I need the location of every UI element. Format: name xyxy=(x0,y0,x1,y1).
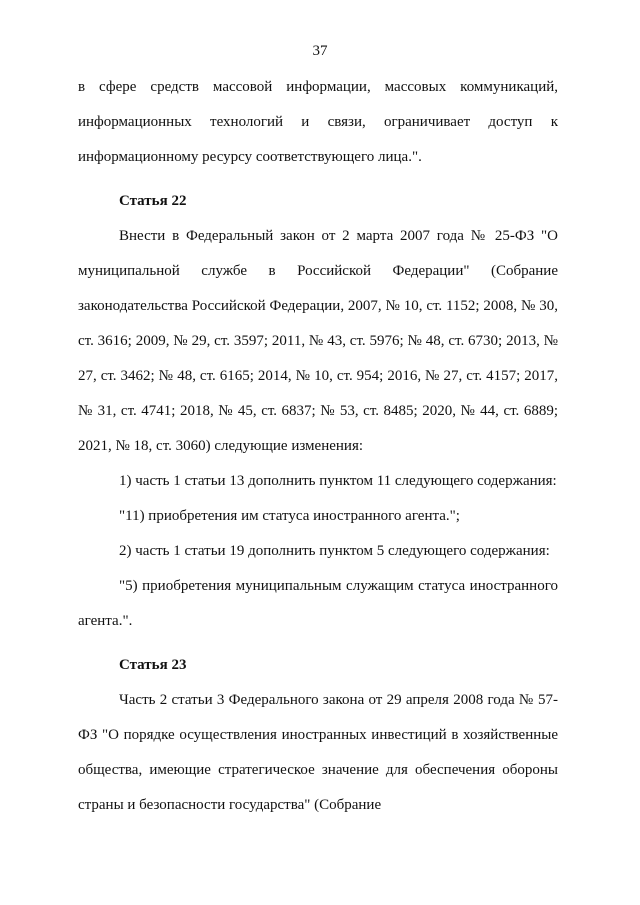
article-22-item-1-text: "11) приобретения им статуса иностранного агента."; xyxy=(119,508,460,524)
article-22-intro: Внести в Федеральный закон от 2 марта 2007 года № 25-ФЗ "О муниципальной службе в Российской Федерации" (Собрание законодательства Российской Федерации, 2007, № 10, ст. 1152; 2008, № 30, ст. 3616; 2009, № 29, ст. 3597; 2011, № 43, ст. 5976; № 48, ст. 6730; 2013, № 27, ст. 3462; № 48, ст. 6165; 2014, № 10, ст. 954; 2016, № 27, ст. 4157; 2017, № 31, ст. 4741; 2018, № 45, ст. 6837; № 53, ст. 8485; 2020, № 44, ст. 6889; 2021, № 18, ст. 3060) следующие изменения: xyxy=(78,228,558,454)
article-23-text: Часть 2 статьи 3 Федерального закона от 29 апреля 2008 года № 57-ФЗ "О порядке осуществления иностранных инвестиций в хозяйственные общества, имеющие стратегическое значение для обеспечения обороны страны и безопасности государства" (Собрание xyxy=(78,692,558,813)
document-body xyxy=(78,70,558,823)
article-22-item-2: 2) часть 1 статьи 19 дополнить пунктом 5 следующего содержания: xyxy=(119,543,550,559)
continuation-paragraph: в сфере средств массовой информации, массовых коммуникаций, информационных технологий и связи, ограничивает доступ к информационному ресурсу соответствующего лица.". xyxy=(78,79,558,165)
article-22-heading: Статья 22 xyxy=(119,193,187,209)
article-23-heading: Статья 23 xyxy=(119,657,187,673)
article-22-item-2-text: "5) приобретения муниципальным служащим статуса иностранного агента.". xyxy=(78,578,558,629)
article-22-item-1: 1) часть 1 статьи 13 дополнить пунктом 11 следующего содержания: xyxy=(119,473,557,489)
page-number: 37 xyxy=(312,43,328,59)
